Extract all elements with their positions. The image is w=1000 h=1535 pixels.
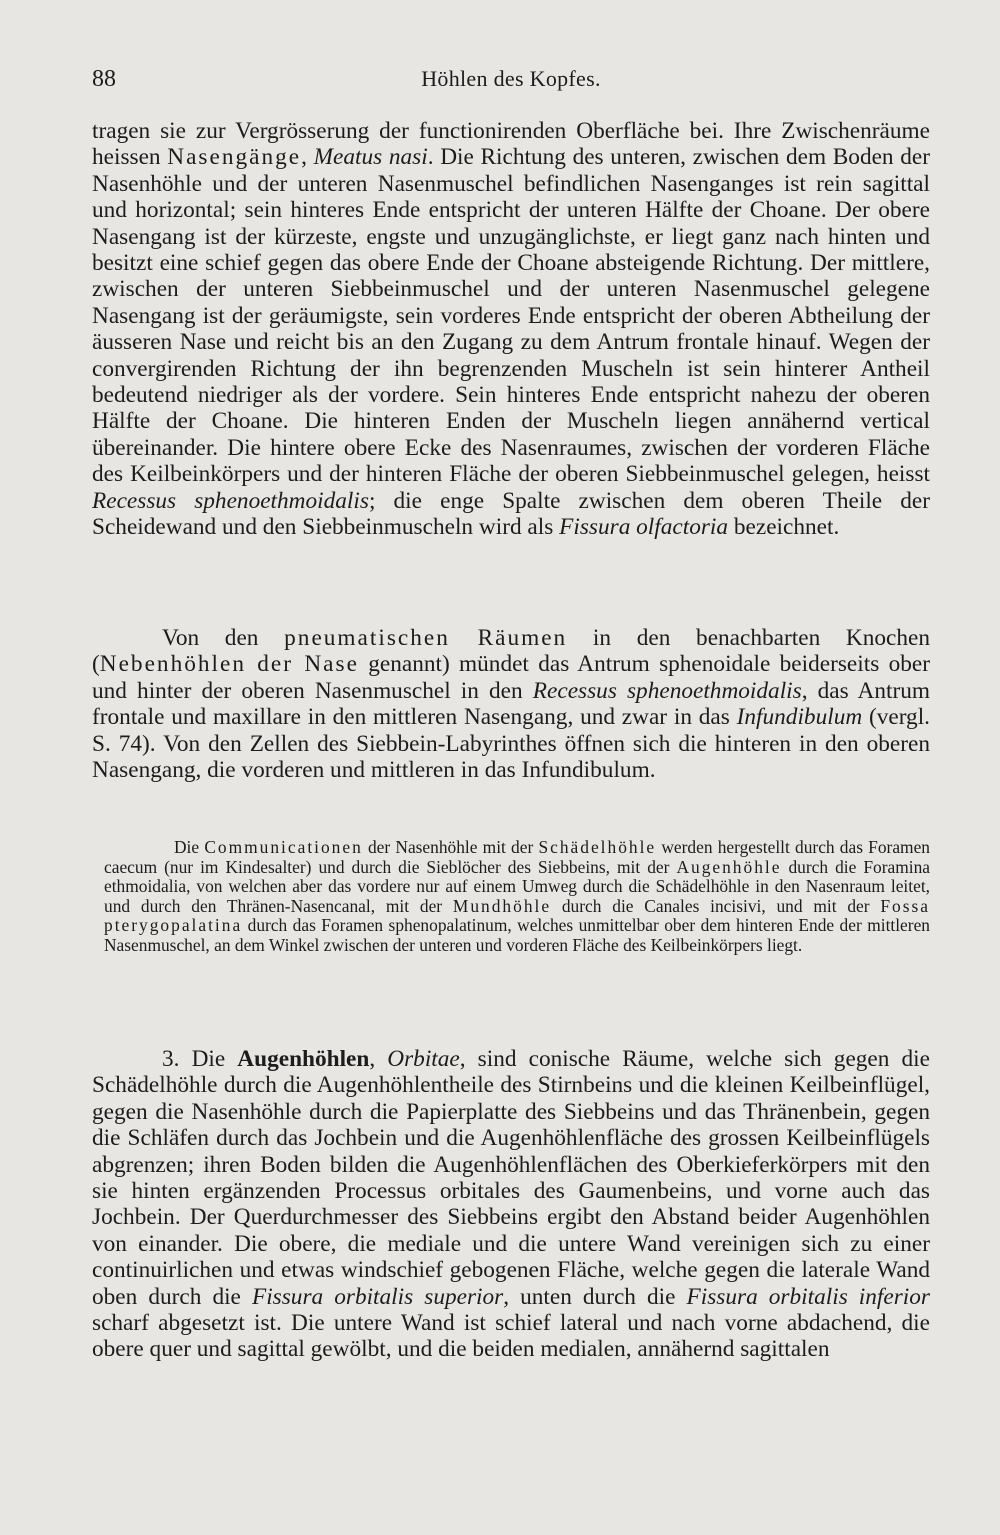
spaced-term: Communicationen xyxy=(204,837,363,857)
text-run: , das Antrum frontale und maxillare in den mittleren Nasengang, und zwar in das xyxy=(92,677,930,731)
spaced-term: Augenhöhle xyxy=(676,856,782,877)
text-run: ; die enge Spalte zwischen dem oberen Theile der Scheidewand und den Siebbeinmuscheln wird als xyxy=(92,487,930,541)
text-run: , sind conische Räume, welche sich gegen die Schädelhöhle durch die Augenhöhlentheile des Stirnbeins und die kleinen Keilbeinflügel, gegen die Nasenhöhle durch die Papierplatte des Siebbeins und das Thränenbein, gegen die Schläfen durch das Jochbein und die Augenhöhlenfläche des grossen Keilbeinflügels abgrenzen; ihren Boden bilden die Augenhöhlenflächen des Oberkieferkörpers mit den sie hinten ergänzenden Processus orbitales des Gaumenbeins, und vorne auch das Jochbein. Der Querdurchmesser des Siebbeins ergibt den Abstand beider Augenhöhlen von einander. Die obere, die mediale und die untere Wand vereinigen sich zu einer continuirlichen und etwas windschief gebogenen Fläche, welche gegen die laterale Wand oben durch die xyxy=(92,1046,930,1310)
latin-term: Fissura orbitalis inferior xyxy=(686,1283,930,1310)
text-run: bezeichnet. xyxy=(728,514,840,541)
text-run: , xyxy=(369,1046,388,1072)
text-run: (vergl. S. 74). Von den Zellen des Siebbein-Labyrinthes öffnen sich die hinteren in den oberen Nasengang, die vorderen und mittleren in das Infundibulum. xyxy=(92,704,930,784)
paragraph-paranasal-sinuses xyxy=(92,625,930,783)
text-run: Die xyxy=(174,837,205,857)
latin-term: Fissura orbitalis superior xyxy=(251,1283,504,1310)
text-run: werden hergestellt durch das Foramen caecum (nur im Kindesalter) und durch die Sieblöcher des Siebbeins, mit der xyxy=(104,837,930,877)
latin-term: Fissura olfactoria xyxy=(559,514,729,541)
text-run: in den benachbarten Knochen ( xyxy=(92,625,931,678)
text-run: durch die Canales incisivi, und mit der xyxy=(551,895,881,916)
paragraph-orbitae xyxy=(92,1046,930,1363)
text-run: . Die Richtung des unteren, zwischen dem Boden der Nasenhöhle und der unteren Nasenmuschel befindlichen Nasenganges ist rein sagittal und horizontal; sein hinteres Ende entspricht der unteren Hälfte der Choane. Der obere Nasengang ist der kürzeste, engste und unzugänglichste, er liegt ganz nach hinten und besitzt eine schief gegen das obere Ende der Choane absteigende Richtung. Der mittlere, zwischen der unteren Siebbeinmuschel und der unteren Nasenmuschel gelegene Nasengang ist der geräumigste, sein vorderes Ende entspricht der oberen Abtheilung der äusseren Nase und reicht bis an den Zugang zu dem Antrum frontale hinauf. Wegen der convergirenden Richtung der ihn begrenzenden Muscheln ist sein hinterer Antheil bedeutend niedriger als der vordere. Sein hinteres Ende entspricht nahezu der oberen Hälfte der Choane. Die hinteren Enden der Muscheln liegen annähernd vertical übereinander. Die hintere obere Ecke des Nasenraumes, zwischen der vorderen Fläche des Keilbeinkörpers und der hinteren Fläche der oberen Siebbeinmuschel gelegen, heisst xyxy=(92,144,930,488)
running-title: Höhlen des Kopfes. xyxy=(421,66,601,91)
text-run: 3. Die xyxy=(162,1046,238,1072)
latin-term: Meatus nasi xyxy=(313,144,428,171)
spaced-term: Nebenhöhlen der Nase xyxy=(99,651,359,678)
section-heading-term: Augenhöhlen xyxy=(237,1046,370,1072)
latin-term: Recessus sphenoethmoidalis xyxy=(92,487,369,514)
spaced-term: Schädelhöhle xyxy=(538,837,657,857)
text-run: durch die Foramina ethmoidalia, von welchen aber das vordere nur auf einem Umweg durch die Schädelhöhle in den Nasenraum leitet, und durch den Thränen-Nasencanal, mit der xyxy=(104,856,930,916)
text-run: tragen sie zur Vergrösserung der functionirenden Oberfläche bei. Ihre Zwischenräume heissen xyxy=(92,118,930,171)
footnote-communications xyxy=(104,838,930,956)
text-run: durch das Foramen sphenopalatinum, welches unmittelbar ober dem hinteren Ende der mittleren Nasenmuschel, an dem Winkel zwischen der unteren und vorderen Fläche des Keilbeinkörpers liegt. xyxy=(104,915,930,955)
latin-term: Recessus sphenoethmoidalis xyxy=(532,677,802,704)
text-run: , unten durch die xyxy=(503,1283,687,1310)
text-run: , xyxy=(301,144,314,171)
spaced-term: Nasengänge xyxy=(167,144,302,171)
latin-term: Infundibulum xyxy=(736,704,863,731)
spaced-term: Fossa pterygopalatina xyxy=(104,895,930,936)
spaced-term: pneumatischen Räumen xyxy=(284,625,568,651)
text-run: Von den xyxy=(162,625,285,651)
text-run: scharf abgesetzt ist. Die untere Wand ist schief lateral und nach vorne abdachend, die obere quer und sagittal gewölbt, und die beiden medialen, annähernd sagittalen xyxy=(92,1310,930,1363)
spaced-term: Mundhöhle xyxy=(452,895,552,916)
text-run: genannt) mündet das Antrum sphenoidale beiderseits ober und hinter der oberen Nasenmuschel in den xyxy=(92,651,930,704)
latin-term: Orbitae xyxy=(387,1046,460,1072)
page-header xyxy=(92,66,930,100)
paragraph-nasal-meatus xyxy=(92,118,930,541)
page-number: 88 xyxy=(92,66,116,92)
text-run: der Nasenhöhle mit der xyxy=(362,837,539,857)
